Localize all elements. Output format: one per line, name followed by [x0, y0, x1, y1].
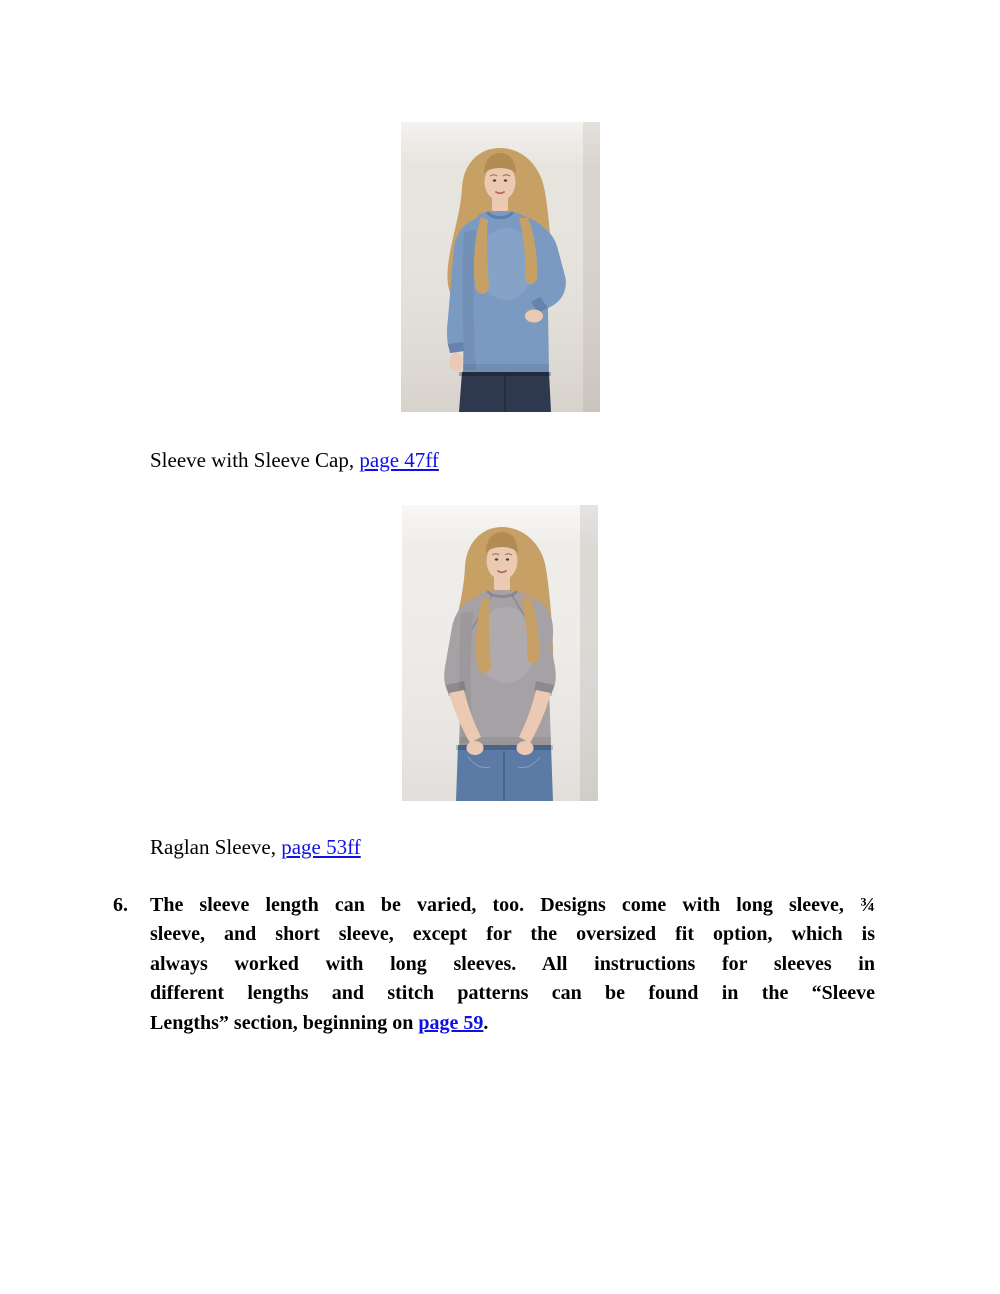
list-item-6	[113, 891, 875, 1038]
sleeve-cap-photo-illustration	[401, 122, 600, 412]
paragraph-text: .	[483, 1011, 489, 1034]
model-left-hand	[450, 353, 463, 372]
caption-sleeve-with-sleeve-cap	[150, 447, 439, 474]
photo-sleeve-with-sleeve-cap	[401, 122, 600, 412]
paragraph-line: sleeve, and short sleeve, except for the oversized fit option, which is	[150, 923, 875, 946]
paragraph-line: different lengths and stitch patterns can be found in the “Sleeve	[150, 982, 875, 1005]
caption-raglan-sleeve	[150, 834, 361, 861]
paragraph-line: always worked with long sleeves. All instructions for sleeves in	[150, 952, 875, 975]
paragraph-line: The sleeve length can be varied, too. Designs come with long sleeve, ¾	[150, 894, 875, 916]
page-47ff-link[interactable]: page 47ff	[359, 448, 439, 472]
page-53ff-link[interactable]: page 53ff	[281, 835, 361, 859]
page-59-link[interactable]: page 59	[418, 1011, 484, 1034]
caption-text: Raglan Sleeve,	[150, 835, 282, 859]
photo-raglan-sleeve	[402, 505, 598, 801]
model-right-hand-on-hip	[517, 741, 534, 755]
wall-shadow	[583, 122, 600, 412]
model-right-hand-on-hip	[525, 310, 543, 323]
list-item-number: 6.	[113, 894, 128, 916]
paragraph-text: Lengths” section, beginning on	[150, 1011, 419, 1034]
wall-shadow	[580, 505, 598, 801]
raglan-photo-illustration	[402, 505, 598, 801]
list-item-text	[150, 891, 875, 1038]
model-left-hand-on-hip	[467, 741, 484, 755]
paragraph-line	[150, 1009, 875, 1038]
caption-text: Sleeve with Sleeve Cap,	[150, 448, 360, 472]
